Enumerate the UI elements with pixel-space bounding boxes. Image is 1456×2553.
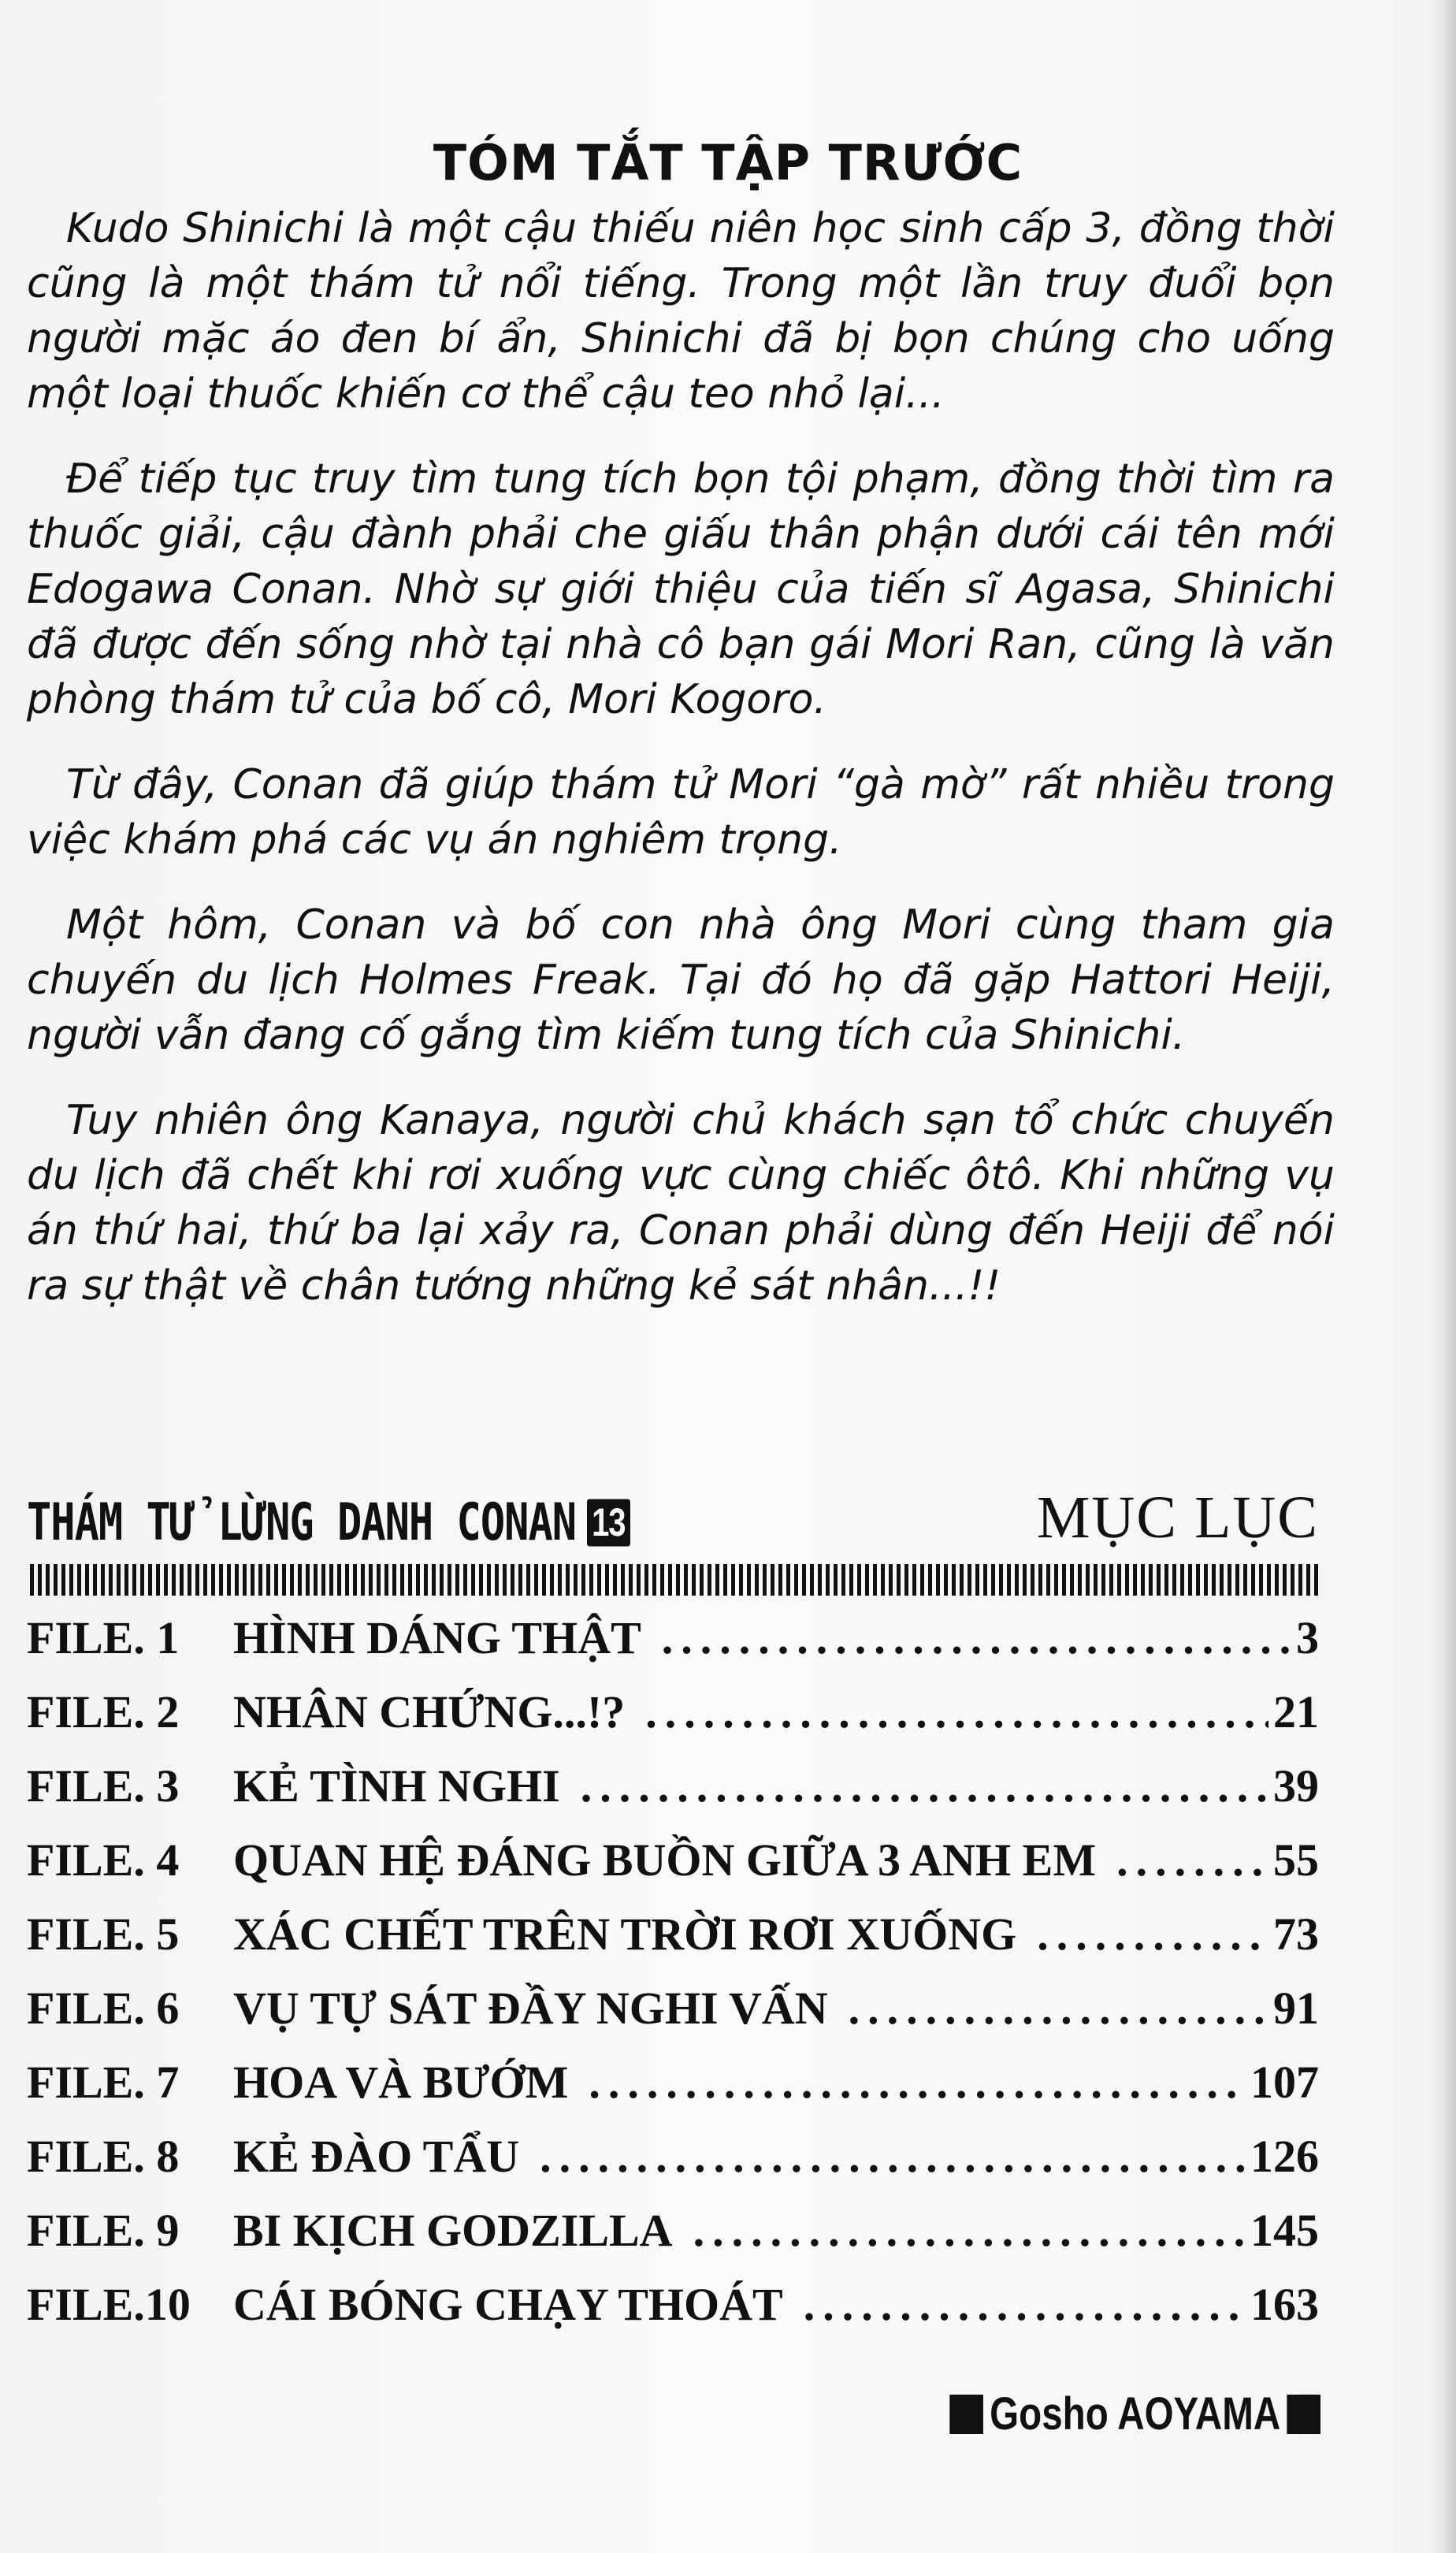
summary-paragraph: Một hôm, Conan và bố con nhà ông Mori cùng tham gia chuyến du lịch Holmes Freak. Tại đó họ đã gặp Hattori Heiji, người vẫn đang cố gắng tìm kiếm tung tích của Shinichi. [27, 901, 1335, 1059]
toc-chapter-title: HÌNH DÁNG THẬT [233, 1612, 641, 1663]
toc-page-number: 163 [1250, 2279, 1319, 2330]
toc-chapter-title: CÁI BÓNG CHẠY THOÁT [233, 2279, 783, 2330]
toc-file-number: FILE. 7 [27, 2057, 180, 2108]
toc-leader-dots [693, 2204, 1246, 2257]
summary-paragraph: Tuy nhiên ông Kanaya, người chủ khách sạn tổ chức chuyến du lịch đã chết khi rơi xuống vực cùng chiếc ôtô. Khi những vụ án thứ hai, thứ ba lại xảy ra, Conan phải dùng đến Heiji để nói ra sự thật về chân tướng những kẻ sát nhân...!! [27, 1097, 1335, 1310]
toc-page-number: 39 [1273, 1760, 1319, 1812]
toc-file-number: FILE.10 [27, 2279, 191, 2330]
page-edge-shadow [1424, 0, 1456, 2553]
toc-leader-dots [804, 2278, 1246, 2331]
toc-entry [27, 2278, 1319, 2352]
toc-leader-dots [540, 2130, 1246, 2183]
toc-chapter-title: VỤ TỰ SÁT ĐẦY NGHI VẤN [233, 1983, 828, 2034]
series-title-text: THÁM TỬ LỪNG DANH CONAN [27, 1493, 577, 1552]
summary-paragraph: Kudo Shinichi là một cậu thiếu niên học sinh cấp 3, đồng thời cũng là một thám tử nổi tiếng. Trong một lần truy đuổi bọn người mặc áo đen bí ẩn, Shinichi đã bị bọn chúng cho uống một loại thuốc khiến cơ thể cậu teo nhỏ lại... [27, 205, 1335, 418]
toc-leader-dots [662, 1611, 1291, 1664]
toc-page-number: 55 [1273, 1834, 1319, 1886]
toc-page-number: 21 [1273, 1686, 1319, 1737]
toc-header [27, 1481, 1319, 1552]
author-left-block [949, 2395, 983, 2434]
toc-page-number: 73 [1273, 1908, 1319, 1960]
toc-entry [27, 1760, 1319, 1834]
toc-file-number: FILE. 8 [27, 2131, 180, 2182]
summary-text [27, 201, 1335, 1343]
decorative-tick-bar [30, 1564, 1319, 1596]
toc-chapter-title: XÁC CHẾT TRÊN TRỜI RƠI XUỐNG [233, 1908, 1017, 1960]
toc-leader-dots [1116, 1834, 1268, 1886]
toc-page-number: 91 [1273, 1983, 1319, 2034]
toc-file-number: FILE. 9 [27, 2205, 180, 2256]
summary-title: TÓM TẮT TẬP TRƯỚC [433, 134, 1023, 191]
toc-chapter-title: HOA VÀ BƯỚM [233, 2057, 569, 2108]
summary-paragraph: Từ đây, Conan đã giúp thám tử Mori “gà mờ” rất nhiều trong việc khám phá các vụ án nghiêm trọng. [27, 761, 1335, 864]
toc-leader-dots [645, 1685, 1268, 1738]
toc-entry [27, 1908, 1319, 1982]
toc-file-number: FILE. 1 [27, 1612, 180, 1663]
toc-file-number: FILE. 2 [27, 1686, 180, 1737]
author-right-block [1287, 2395, 1320, 2434]
author-credit [949, 2388, 1320, 2440]
volume-badge: 13 [587, 1499, 630, 1547]
toc-chapter-title: BI KỊCH GODZILLA [233, 2205, 673, 2256]
toc-entry [27, 1834, 1319, 1908]
toc-entry [27, 2204, 1319, 2278]
toc-leader-dots [581, 1760, 1268, 1812]
toc-file-number: FILE. 3 [27, 1760, 180, 1812]
series-title [27, 1493, 630, 1552]
toc-chapter-title: KẺ ĐÀO TẨU [233, 2131, 520, 2182]
toc-leader-dots [1037, 1908, 1268, 1960]
toc-leader-dots [849, 1982, 1268, 2035]
author-name: Gosho AOYAMA [990, 2388, 1281, 2440]
toc-page-number: 126 [1250, 2131, 1319, 2182]
toc-entry [27, 1982, 1319, 2056]
toc-file-number: FILE. 4 [27, 1834, 180, 1886]
toc-chapter-title: NHÂN CHỨNG...!? [233, 1686, 626, 1737]
toc-page-number: 107 [1250, 2057, 1319, 2108]
summary-paragraph: Để tiếp tục truy tìm tung tích bọn tội phạm, đồng thời tìm ra thuốc giải, cậu đành phải che giấu thân phận dưới cái tên mới Edogawa Conan. Nhờ sự giới thiệu của tiến sĩ Agasa, Shinichi đã được đến sống nhờ tại nhà cô bạn gái Mori Ran, cũng là văn phòng thám tử của bố cô, Mori Kogoro. [27, 455, 1335, 723]
toc-chapter-title: QUAN HỆ ĐÁNG BUỒN GIỮA 3 ANH EM [233, 1834, 1097, 1886]
toc-file-number: FILE. 5 [27, 1908, 180, 1960]
toc-entry [27, 1685, 1319, 1760]
toc-page-number: 145 [1250, 2205, 1319, 2256]
toc-title: MỤC LỤC [1036, 1485, 1319, 1551]
toc-file-number: FILE. 6 [27, 1983, 180, 2034]
toc-page-number: 3 [1296, 1612, 1319, 1663]
table-of-contents [27, 1611, 1319, 2352]
toc-entry [27, 2056, 1319, 2130]
toc-entry [27, 2130, 1319, 2204]
toc-entry [27, 1611, 1319, 1685]
toc-chapter-title: KẺ TÌNH NGHI [233, 1760, 560, 1812]
toc-leader-dots [589, 2056, 1246, 2109]
